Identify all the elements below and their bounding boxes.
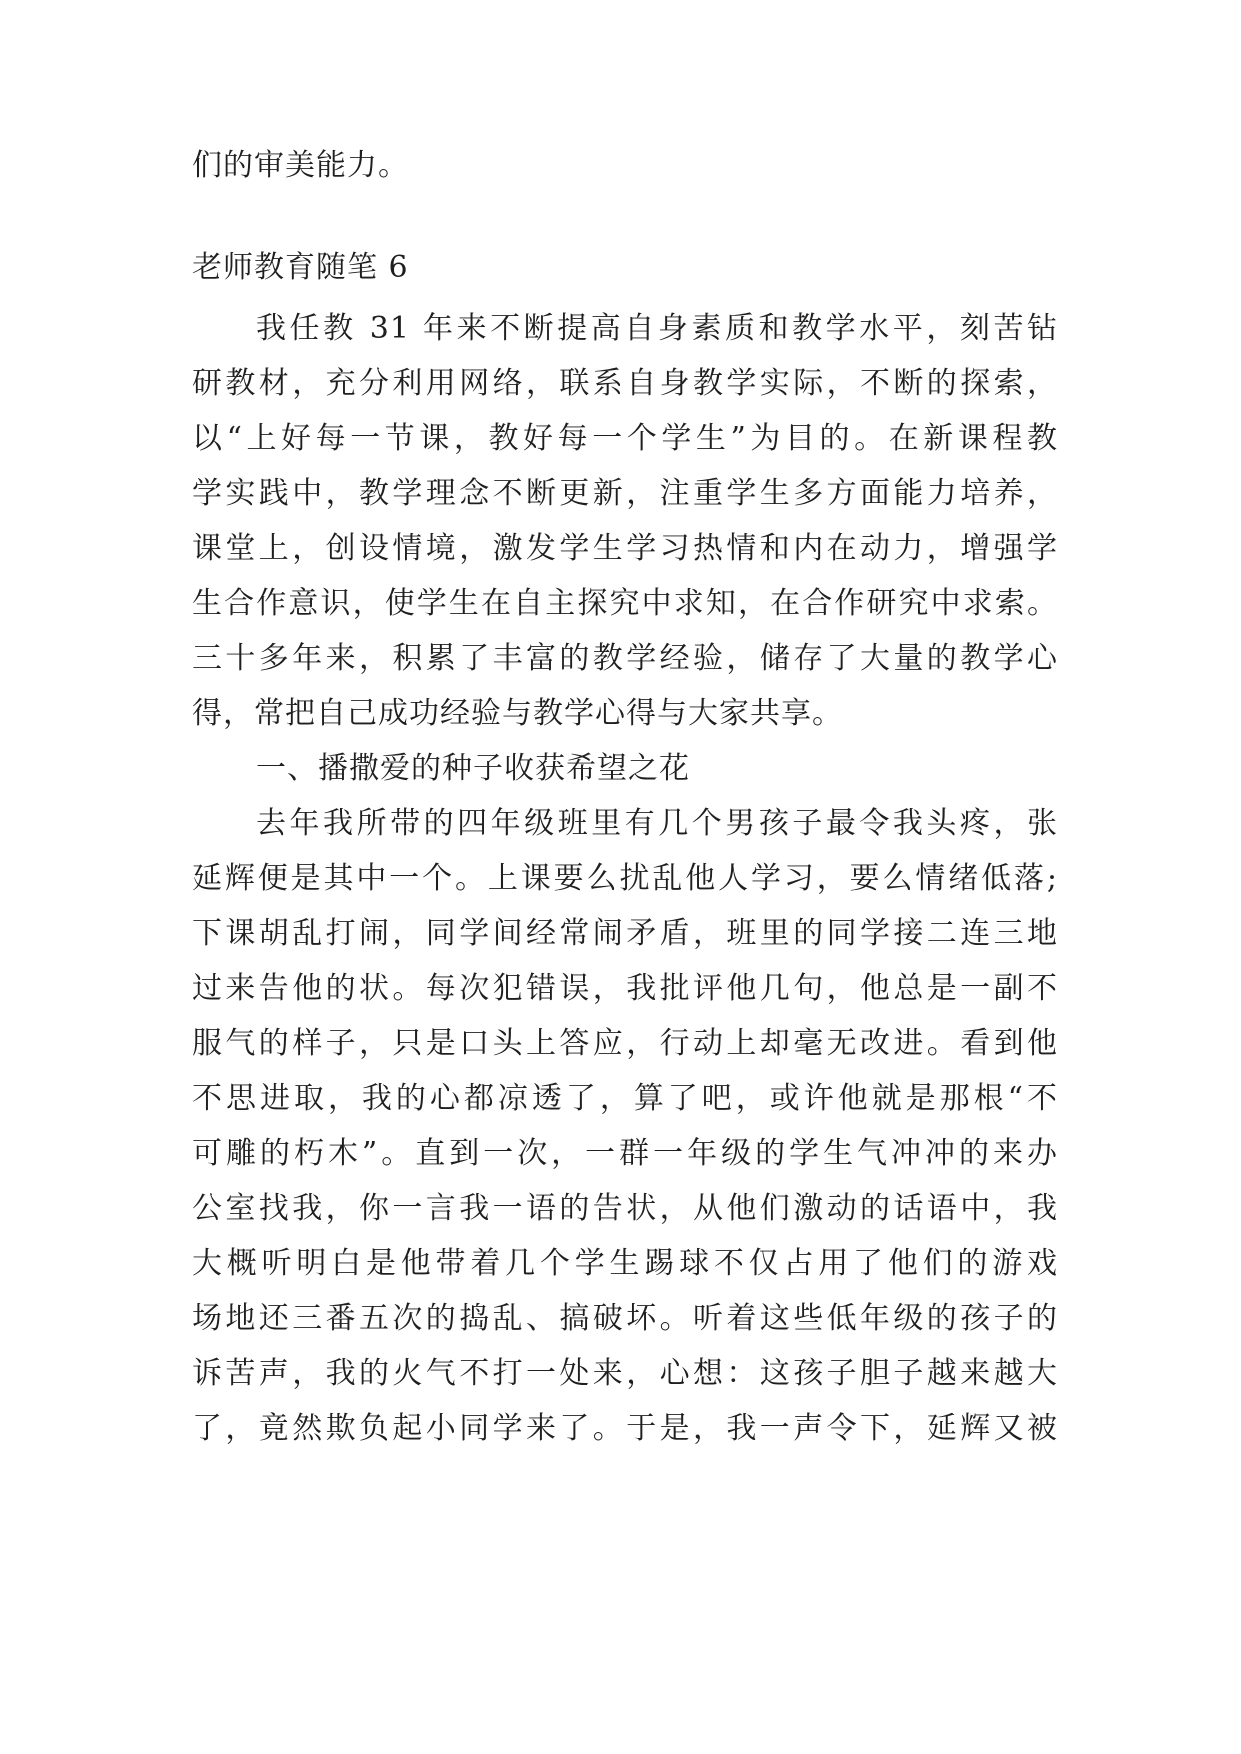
paragraph-line: 大概听明白是他带着几个学生踢球不仅占用了他们的游戏: [192, 1246, 1058, 1281]
paragraph-line: 不思进取，我的心都凉透了，算了吧，或许他就是那根“不: [192, 1081, 1058, 1116]
paragraph-line: 场地还三番五次的捣乱、搞破坏。听着这些低年级的孩子的: [192, 1301, 1058, 1336]
paragraph-line: 研教材，充分利用网络，联系自身教学实际，不断的探索，: [192, 366, 1058, 401]
paragraph-line: 得，常把自己成功经验与教学心得与大家共享。: [192, 696, 843, 731]
paragraph-line: 延辉便是其中一个。上课要么扰乱他人学习，要么情绪低落;: [192, 861, 1058, 896]
paragraph-line: 可雕的朽木”。直到一次，一群一年级的学生气冲冲的来办: [192, 1136, 1058, 1171]
text-line: 们的审美能力。: [192, 148, 409, 183]
paragraph-line: 公室找我，你一言我一语的告状，从他们激动的话语中，我: [192, 1191, 1058, 1226]
paragraph-line: 去年我所带的四年级班里有几个男孩子最令我头疼，张: [256, 806, 1058, 841]
paragraph-line: 我任教 31 年来不断提高自身素质和教学水平，刻苦钻: [256, 311, 1058, 346]
paragraph-line: 下课胡乱打闹，同学间经常闹矛盾，班里的同学接二连三地: [192, 916, 1058, 951]
paragraph-line: 以“上好每一节课，教好每一个学生”为目的。在新课程教: [192, 421, 1058, 456]
paragraph-line: 三十多年来，积累了丰富的教学经验，储存了大量的教学心: [192, 641, 1058, 676]
paragraph-line: 学实践中，教学理念不断更新，注重学生多方面能力培养，: [192, 476, 1058, 511]
paragraph-line: 过来告他的状。每次犯错误，我批评他几句，他总是一副不: [192, 971, 1058, 1006]
paragraph-line: 了，竟然欺负起小同学来了。于是，我一声令下，延辉又被: [192, 1411, 1058, 1446]
paragraph-line: 诉苦声，我的火气不打一处来，心想：这孩子胆子越来越大: [192, 1356, 1058, 1391]
paragraph-line: 课堂上，创设情境，激发学生学习热情和内在动力，增强学: [192, 531, 1058, 566]
section-title: 老师教育随笔 6: [192, 250, 409, 285]
paragraph-line: 服气的样子，只是口头上答应，行动上却毫无改进。看到他: [192, 1026, 1058, 1061]
subheading: 一、播撒爱的种子收获希望之花: [256, 751, 690, 786]
paragraph-line: 生合作意识，使学生在自主探究中求知，在合作研究中求索。: [192, 586, 1058, 621]
